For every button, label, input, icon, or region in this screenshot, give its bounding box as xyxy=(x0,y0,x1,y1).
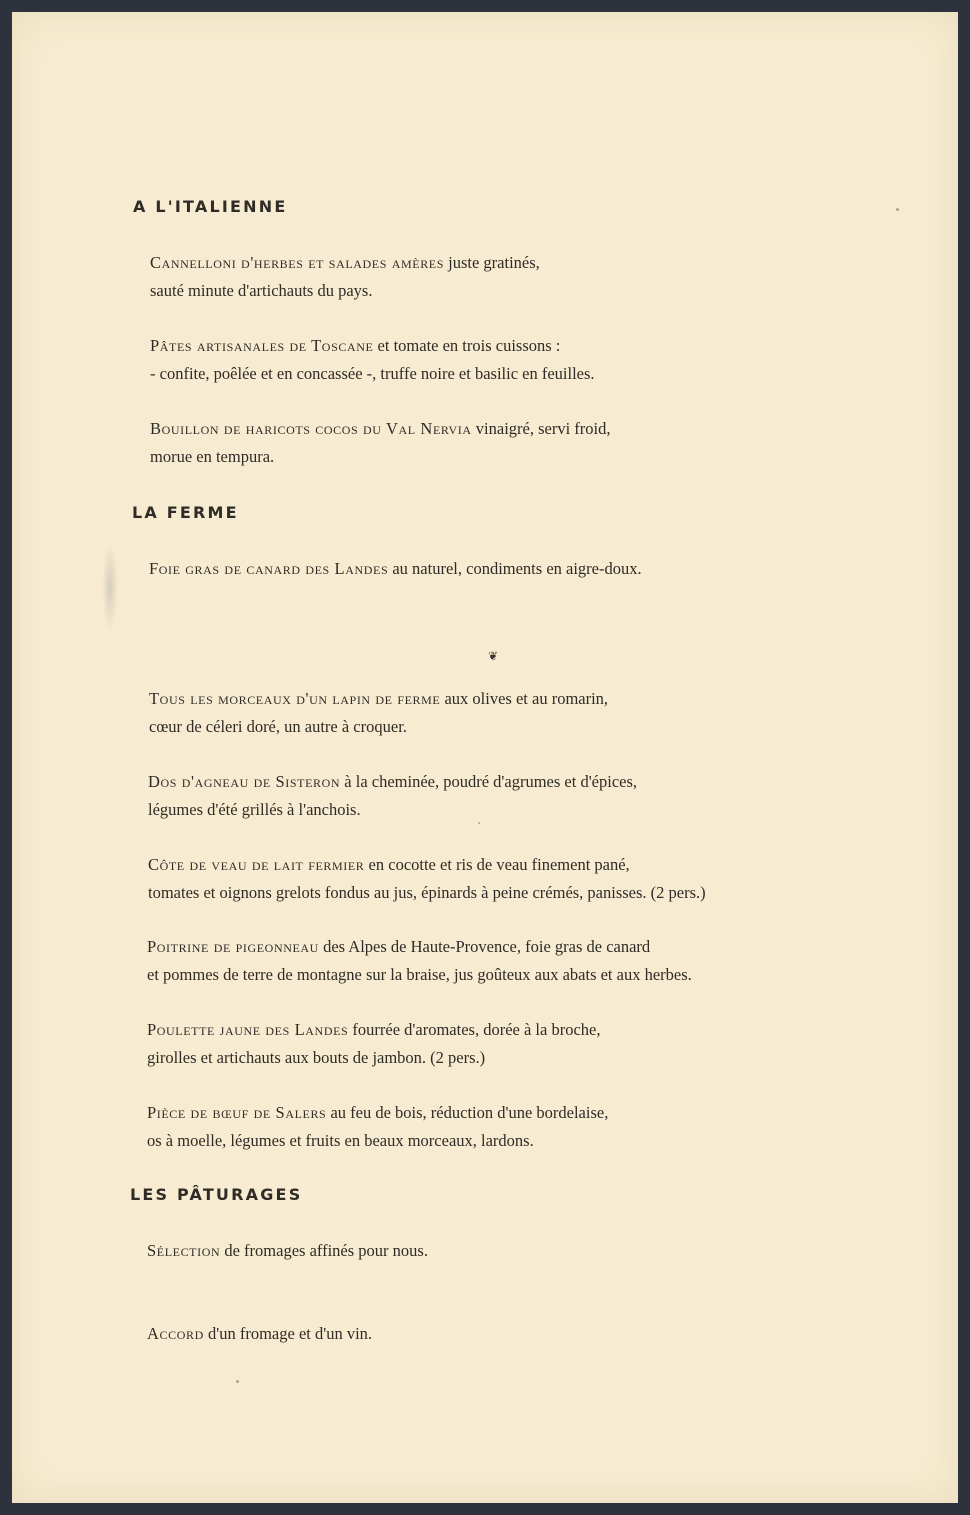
dish-name: Poitrine de pigeonneau xyxy=(147,937,319,956)
menu-item-line xyxy=(149,555,642,583)
menu-item-line xyxy=(150,415,611,443)
dish-name: Dos d'agneau de Sisteron xyxy=(148,772,341,791)
dish-text: à la cheminée, poudré d'agrumes et d'épices, xyxy=(340,772,638,791)
menu-item xyxy=(147,1099,608,1155)
menu-item xyxy=(150,332,595,388)
dish-text: au naturel, condiments en aigre-doux. xyxy=(388,559,642,578)
dish-text: d'un fromage et d'un vin. xyxy=(203,1324,373,1343)
menu-item-line xyxy=(147,1099,608,1127)
menu-item xyxy=(150,415,611,471)
dish-name: Pâtes artisanales de Toscane xyxy=(150,336,374,355)
menu-item xyxy=(147,933,692,989)
menu-item-line xyxy=(147,1237,428,1265)
menu-item-line xyxy=(147,1016,600,1044)
fleuron-ornament-icon: ❦ xyxy=(488,649,499,663)
menu-item xyxy=(149,555,642,583)
menu-item-line xyxy=(150,249,540,277)
section-title: LES PÂTURAGES xyxy=(130,1185,303,1204)
menu-item xyxy=(148,768,637,824)
paper-speck xyxy=(236,1380,239,1383)
menu-item-line xyxy=(148,851,706,879)
dish-name: Accord xyxy=(147,1324,204,1343)
dish-name: Tous les morceaux d'un lapin de ferme xyxy=(149,689,441,708)
menu-item xyxy=(150,249,540,305)
menu-item-line xyxy=(147,1320,372,1348)
dish-text: fourrée d'aromates, dorée à la broche, xyxy=(348,1020,601,1039)
dish-name: Foie gras de canard des Landes xyxy=(149,559,389,578)
dish-name: Côte de veau de lait fermier xyxy=(148,855,365,874)
dish-text: et tomate en trois cuissons : xyxy=(373,336,561,355)
dish-description: et pommes de terre de montagne sur la braise, jus goûteux aux abats et aux herbes. xyxy=(147,965,692,984)
dish-text: de fromages affinés pour nous. xyxy=(220,1241,428,1260)
dish-description: - confite, poêlée et en concassée -, truffe noire et basilic en feuilles. xyxy=(150,364,595,383)
section-title: LA FERME xyxy=(132,503,239,522)
dish-text: aux olives et au romarin, xyxy=(440,689,609,708)
dish-description: légumes d'été grillés à l'anchois. xyxy=(148,800,361,819)
dish-description: tomates et oignons grelots fondus au jus, épinards à peine crémés, panisses. (2 pers.) xyxy=(148,883,706,902)
menu-item xyxy=(147,1016,600,1072)
menu-item xyxy=(147,1320,372,1348)
section-title: A L'ITALIENNE xyxy=(133,197,288,216)
dish-description: girolles et artichauts aux bouts de jambon. (2 pers.) xyxy=(147,1048,486,1067)
menu-item-line xyxy=(149,685,608,713)
paper-speck xyxy=(896,208,899,211)
menu-item xyxy=(149,685,608,741)
menu-item-line xyxy=(150,332,595,360)
dish-description: os à moelle, légumes et fruits en beaux morceaux, lardons. xyxy=(147,1131,534,1150)
dish-text: en cocotte et ris de veau finement pané, xyxy=(364,855,630,874)
dish-description: morue en tempura. xyxy=(150,447,275,466)
dish-name: Cannelloni d'herbes et salades amères xyxy=(150,253,445,272)
menu-item-line xyxy=(148,768,637,796)
dish-description: cœur de céleri doré, un autre à croquer. xyxy=(149,717,407,736)
dish-name: Sélection xyxy=(147,1241,221,1260)
dish-name: Pièce de bœuf de Salers xyxy=(147,1103,327,1122)
paper-smudge xyxy=(102,542,118,632)
dish-description: sauté minute d'artichauts du pays. xyxy=(150,281,373,300)
dish-text: juste gratinés, xyxy=(444,253,540,272)
menu-item-line xyxy=(147,933,692,961)
menu-page xyxy=(12,12,958,1503)
dish-text: au feu de bois, réduction d'une bordelaise, xyxy=(326,1103,609,1122)
dish-text: vinaigré, servi froid, xyxy=(471,419,611,438)
dish-text: des Alpes de Haute-Provence, foie gras de canard xyxy=(318,937,651,956)
dish-name: Bouillon de haricots cocos du Val Nervia xyxy=(150,419,472,438)
menu-item xyxy=(148,851,706,907)
dish-name: Poulette jaune des Landes xyxy=(147,1020,349,1039)
menu-item xyxy=(147,1237,428,1265)
